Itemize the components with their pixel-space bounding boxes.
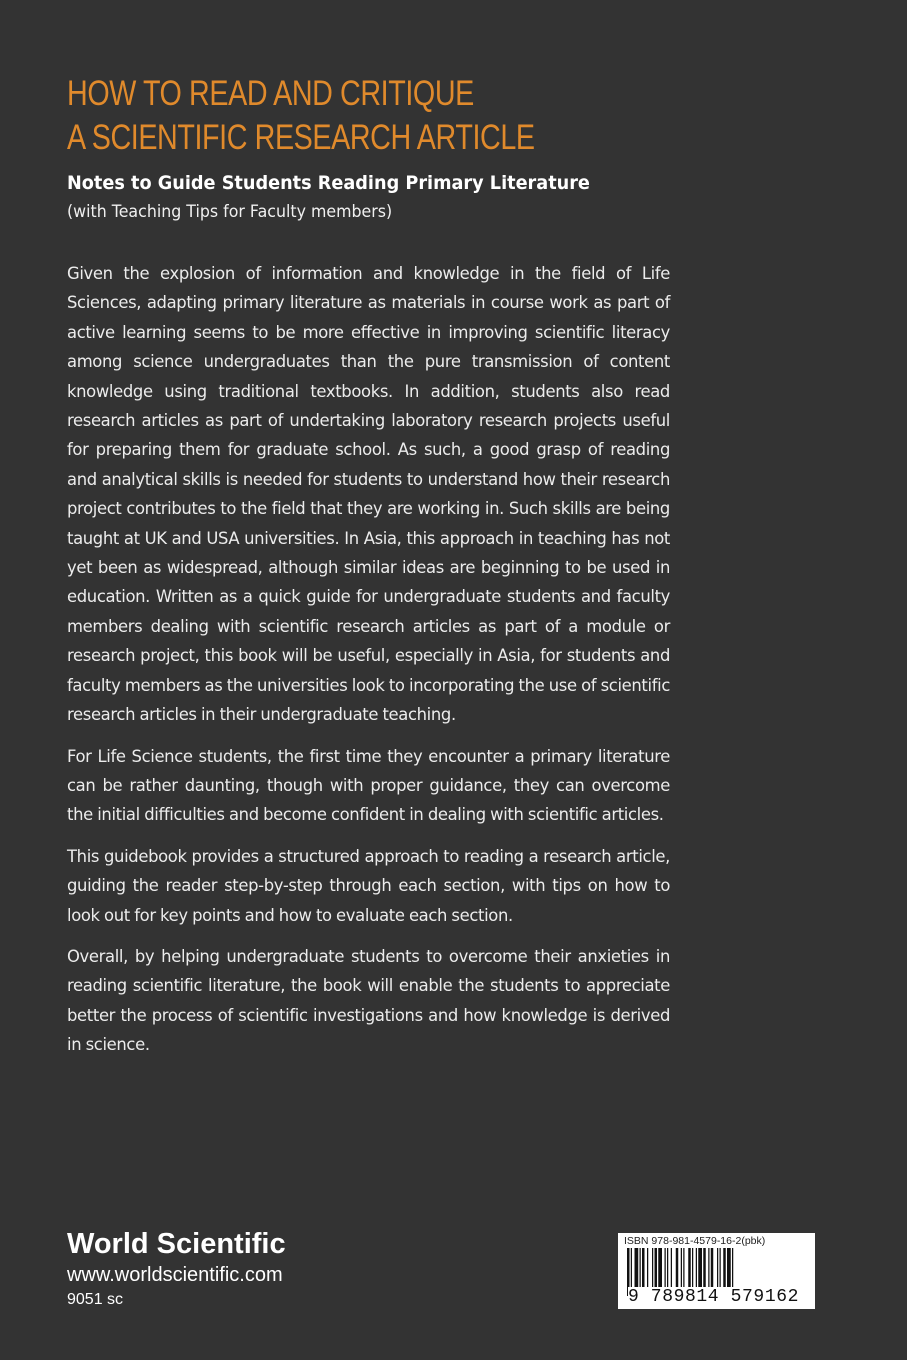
isbn-label: ISBN 978-981-4579-16-2(pbk) [624, 1235, 766, 1247]
blurb-paragraph-2: For Life Science students, the first time they encounter a primary literature can be rather daunting, though with proper guidance, they can overcome the initial difficulties and become confident in dealing with scientific articles. [67, 746, 670, 825]
publisher-code: 9051 sc [67, 1291, 124, 1308]
blurb-paragraph-3: This guidebook provides a structured approach to reading a research article, guiding the reader step-by-step through each section, with tips on how to look out for key points and how to evaluate each section. [67, 846, 670, 925]
book-title-line-2: A SCIENTIFIC RESEARCH ARTICLE [67, 118, 535, 157]
book-subtitle-note: (with Teaching Tips for Faculty members) [67, 202, 393, 222]
book-blurb [67, 259, 670, 1072]
publisher-url: www.worldscientific.com [67, 1264, 283, 1286]
blurb-paragraph-1: Given the explosion of information and knowledge in the field of Life Sciences, adapting primary literature as materials in course work as part of active learning seems to be more effective in improving scientific literacy among science undergraduates than the pure transmission of content knowledge using traditional textbooks. In addition, students also read research articles as part of undertaking laboratory research projects useful for preparing them for graduate school. As such, a good grasp of reading and analytical skills is needed for students to understand how their research project contributes to the field that they are working in. Such skills are being taught at UK and USA universities. In Asia, this approach in teaching has not yet been as widespread, although similar ideas are beginning to be used in education. Written as a quick guide for undergraduate students and faculty members dealing with scientific research articles as part of a module or research project, this book will be useful, especially in Asia, for students and faculty members as the universities look to incorporating the use of scientific research articles in their undergraduate teaching. [67, 264, 670, 725]
publisher-name: World Scientific [67, 1228, 286, 1260]
book-title-line-1: HOW TO READ AND CRITIQUE [67, 74, 474, 113]
barcode-digits: 9 789814 579162 [628, 1287, 800, 1307]
book-title [67, 72, 687, 160]
book-subtitle: Notes to Guide Students Reading Primary Literature [67, 172, 590, 194]
isbn-barcode [618, 1233, 815, 1309]
blurb-paragraph-4: Overall, by helping undergraduate students to overcome their anxieties in reading scientific literature, the book will enable the students to appreciate better the process of scientific investigations and how knowledge is derived in science. [67, 946, 670, 1055]
publisher-block [67, 1226, 286, 1312]
